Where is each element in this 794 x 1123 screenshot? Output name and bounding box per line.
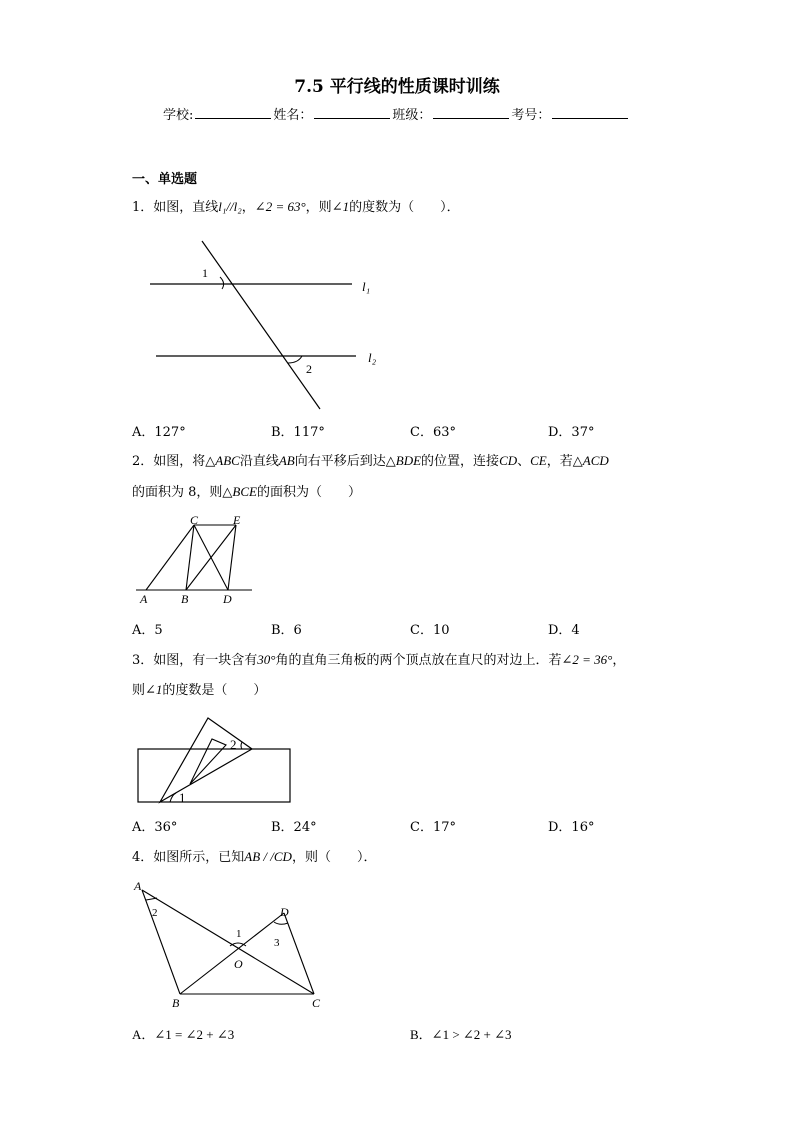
question-2-figure <box>130 512 260 607</box>
figure-2-label-b: B <box>181 592 189 606</box>
figure-4-label-c: C <box>312 996 321 1010</box>
figure-4-label-angle1: 1 <box>236 928 242 940</box>
school-label: 学校: <box>163 108 194 123</box>
figure-4-label-a: A <box>134 879 142 893</box>
question-1-option-c[interactable]: C．63° <box>410 425 456 440</box>
question-2-stem-line1: 2．如图，将△ABC沿直线AB向右平移后到达△BDE的位置，连接CD、CE，若△ACD <box>132 453 609 469</box>
figure-2-label-a: A <box>140 592 148 606</box>
question-1-stem: 1．如图，直线l₁//l₂，∠2 = 63°，则∠1的度数为（ ）． <box>132 199 460 215</box>
question-1-option-d[interactable]: D．37° <box>548 425 595 440</box>
question-3-stem-line1: 3．如图，有一块含有30°角的直角三角板的两个顶点放在直尺的对边上．若∠2 = 36°， <box>132 652 626 668</box>
figure-2-label-c: C <box>190 513 199 527</box>
figure-1-label-l2: l₂ <box>368 350 377 365</box>
question-4-option-b[interactable]: B．∠1 > ∠2 + ∠3 <box>410 1027 512 1042</box>
question-2-option-c[interactable]: C．10 <box>410 623 450 638</box>
figure-3-label-angle1: 1 <box>179 790 186 805</box>
question-3-option-a[interactable]: A．36° <box>132 820 178 835</box>
question-2-stem-line2: 的面积为 8，则△BCE的面积为（ ） <box>132 484 361 500</box>
school-blank[interactable] <box>195 106 271 119</box>
question-2-option-a[interactable]: A．5 <box>132 623 163 638</box>
question-4-figure <box>128 876 333 1012</box>
question-2-option-d[interactable]: D．4 <box>548 623 580 638</box>
student-info-line <box>163 104 630 123</box>
class-label: 班级： <box>392 108 432 123</box>
figure-2-label-e: E <box>233 513 241 527</box>
figure-4-label-o: O <box>234 957 243 971</box>
exam-no-label: 考号： <box>511 108 551 123</box>
question-1-option-b[interactable]: B．117° <box>271 425 325 440</box>
page-title: 7.5 平行线的性质课时训练 <box>294 77 500 97</box>
question-2-option-b[interactable]: B．6 <box>271 623 302 638</box>
section-title: 一、单选题 <box>132 172 198 187</box>
question-4-stem: 4．如图所示，已知AB / /CD，则（ ）． <box>132 849 377 865</box>
figure-4-label-d: D <box>280 905 289 919</box>
exam-no-blank[interactable] <box>552 106 628 119</box>
figure-4-label-angle3: 3 <box>274 937 280 949</box>
figure-2-label-d: D <box>223 592 232 606</box>
class-blank[interactable] <box>433 106 509 119</box>
figure-1-label-angle1: 1 <box>202 266 208 280</box>
question-3-option-d[interactable]: D．16° <box>548 820 595 835</box>
question-4-option-a[interactable]: A．∠1 = ∠2 + ∠3 <box>132 1027 235 1042</box>
question-3-stem-line2: 则∠1的度数是（ ） <box>132 682 267 698</box>
figure-1-label-l1: l₁ <box>362 279 371 294</box>
question-1-figure <box>140 235 400 415</box>
question-3-figure <box>134 712 296 808</box>
figure-1-label-angle2: 2 <box>306 362 312 376</box>
figure-4-label-b: B <box>172 996 180 1010</box>
question-3-option-b[interactable]: B．24° <box>271 820 317 835</box>
figure-4-label-angle2: 2 <box>152 907 158 919</box>
name-blank[interactable] <box>314 106 390 119</box>
figure-3-label-angle2: 2 <box>230 737 237 752</box>
question-3-option-c[interactable]: C．17° <box>410 820 456 835</box>
question-1-option-a[interactable]: A．127° <box>132 425 186 440</box>
name-label: 姓名： <box>273 108 313 123</box>
